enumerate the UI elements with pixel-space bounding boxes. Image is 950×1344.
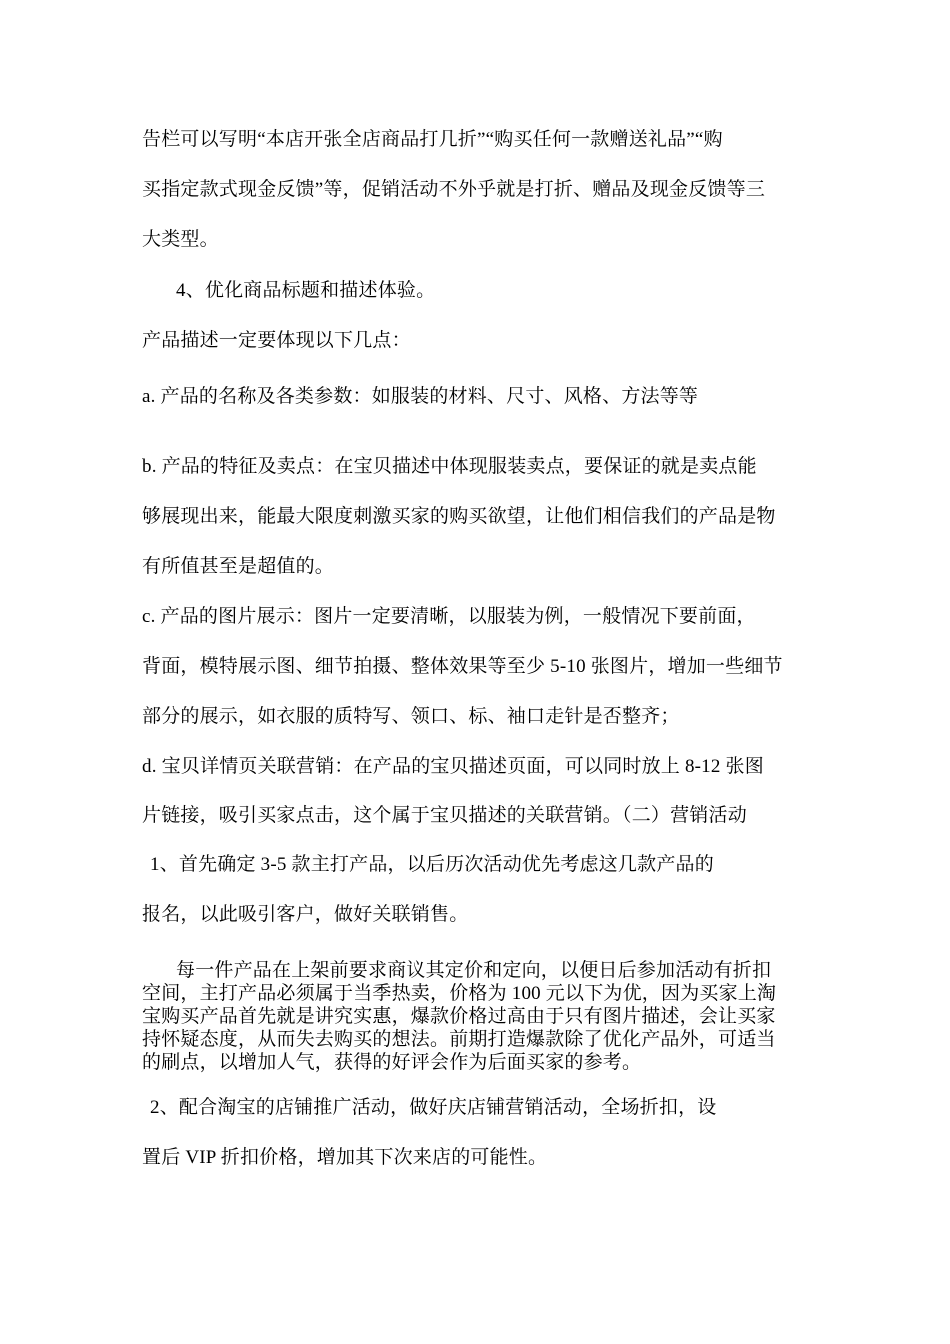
section-heading: 4、优化商品标题和描述体验。 [176,280,436,301]
text-line: 空间，主打产品必须属于当季热卖，价格为 100 元以下为优，因为买家上淘 [142,983,777,1004]
list-item: c. 产品的图片展示：图片一定要清晰，以服装为例，一般情况下要前面， [142,606,756,627]
text-line: 有所值甚至是超值的。 [142,556,335,577]
text-line: 产品描述一定要体现以下几点： [142,330,411,351]
text-line: 每一件产品在上架前要求商议其定价和定向，以便日后参加活动有折扣 [176,960,772,981]
text-line: 买指定款式现金反馈”等，促销活动不外乎就是打折、赠品及现金反馈等三 [142,179,766,200]
text-line: 大类型。 [142,229,219,250]
list-item: d. 宝贝详情页关联营销：在产品的宝贝描述页面，可以同时放上 8-12 张图 [142,756,764,777]
text-line: 宝购买产品首先就是讲究实惠，爆款价格过高由于只有图片描述，会让买家 [142,1006,776,1027]
text-line: 片链接，吸引买家点击，这个属于宝贝描述的关联营销。（二）营销活动 [142,805,747,826]
list-item: a. 产品的名称及各类参数：如服装的材料、尺寸、风格、方法等等 [142,386,699,407]
section-heading: 1、首先确定 3-5 款主打产品，以后历次活动优先考虑这几款产品的 [150,854,714,875]
text-line: 持怀疑态度，从而失去购买的想法。前期打造爆款除了优化产品外，可适当 [142,1029,776,1050]
text-line: 置后 VIP 折扣价格，增加其下次来店的可能性。 [142,1147,548,1168]
text-line: 够展现出来，能最大限度刺激买家的购买欲望，让他们相信我们的产品是物 [142,506,776,527]
list-item: b. 产品的特征及卖点：在宝贝描述中体现服装卖点，要保证的就是卖点能 [142,456,757,477]
section-heading: 2、配合淘宝的店铺推广活动，做好庆店铺营销活动，全场折扣，设 [150,1097,717,1118]
text-line: 背面，模特展示图、细节拍摄、整体效果等至少 5-10 张图片，增加一些细节 [142,656,783,677]
text-line: 部分的展示，如衣服的质特写、领口、标、袖口走针是否整齐； [142,706,680,727]
text-line: 报名，以此吸引客户，做好关联销售。 [142,904,469,925]
text-line: 告栏可以写明“本店开张全店商品打几折”“购买任何一款赠送礼品”“购 [142,129,723,150]
text-line: 的刷点，以增加人气，获得的好评会作为后面买家的参考。 [142,1052,642,1073]
